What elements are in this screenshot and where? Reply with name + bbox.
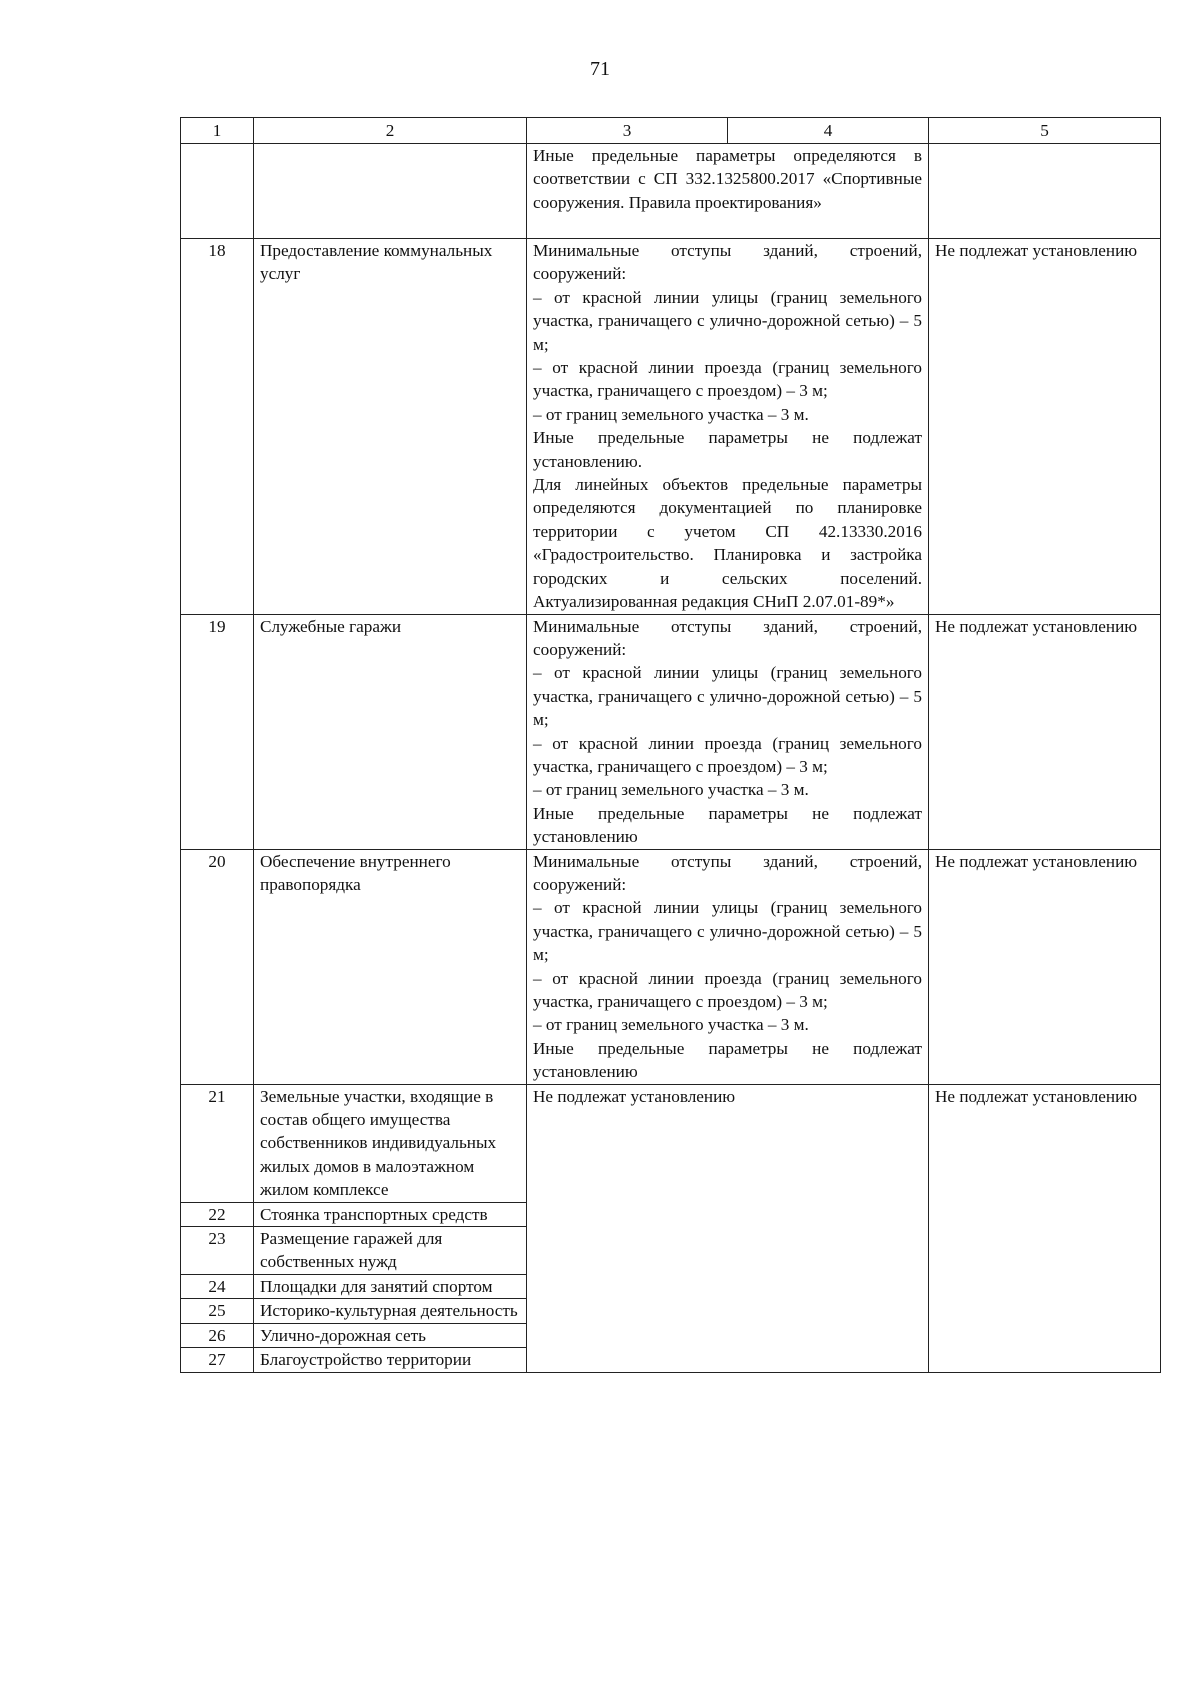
table-row [181,614,1161,849]
row-params [527,614,929,849]
row-name: Земельные участки, входящие в состав общего имущества собственников индивидуальных жилых домов в малоэтажном жилом комплексе [254,1084,527,1202]
table-row [181,239,1161,615]
column-header: 2 [254,118,527,144]
param-line: – от красной линии улицы (границ земельного участка, граничащего с улично-дорожной сетью) – 5 м; [533,898,922,965]
table-row [181,144,1161,239]
column-header: 3 [527,118,728,144]
row-name: Предоставление коммунальных услуг [254,239,527,615]
row-name: Служебные гаражи [254,614,527,849]
table-row [181,849,1161,1084]
row-params [527,849,929,1084]
row-number: 26 [181,1323,254,1347]
row-params [527,239,929,615]
row-name: Размещение гаражей для собственных нужд [254,1227,527,1275]
table-row [181,1084,1161,1202]
param-line: Не подлежат установлению [533,1086,736,1106]
param-line: Иные предельные параметры не подлежат установлению [533,803,922,847]
row-col5: Не подлежат установлению [929,614,1161,849]
row-number: 25 [181,1299,254,1323]
row-number: 18 [181,239,254,615]
header-row [181,118,1161,144]
regulations-table [180,117,1161,1373]
param-line: Иные предельные параметры не подлежат установлению. [533,428,922,471]
page-number: 71 [590,58,610,80]
row-col5 [929,144,1161,239]
row-number [181,144,254,239]
param-line: – от границ земельного участка – 3 м. [533,1015,809,1035]
param-line: – от границ земельного участка – 3 м. [533,404,809,424]
param-line: Минимальные отступы зданий, строений, сооружений: [533,616,922,659]
row-name: Благоустройство территории [254,1348,527,1372]
param-line: – от красной линии проезда (границ земельного участка, граничащего с проездом) – 3 м; [533,968,922,1011]
row-col5: Не подлежат установлению [929,239,1161,615]
param-line: Для линейных объектов предельные параметры определяются документацией по планировке территории с учетом СП 42.13330.2016 «Градостроительство. Планировка и застройка городских и сельских поселений. Актуализированная редакция СНиП 2.07.01-89*» [533,475,922,612]
row-params [527,1084,929,1372]
param-line: – от границ земельного участка – 3 м. [533,780,809,800]
row-name: Стоянка транспортных средств [254,1202,527,1226]
column-header: 4 [728,118,929,144]
column-header: 5 [929,118,1161,144]
param-line: – от красной линии улицы (границ земельного участка, граничащего с улично-дорожной сетью) – 5 м; [533,287,922,354]
row-number: 21 [181,1084,254,1202]
row-col5: Не подлежат установлению [929,849,1161,1084]
param-line: Иные предельные параметры определяются в соответствии с СП 332.1325800.2017 «Спортивные сооружения. Правила проектирования» [533,146,922,212]
row-number: 19 [181,614,254,849]
param-line: Минимальные отступы зданий, строений, сооружений: [533,851,922,894]
row-number: 27 [181,1348,254,1372]
param-line: – от красной линии проезда (границ земельного участка, граничащего с проездом) – 3 м; [533,733,922,776]
row-number: 22 [181,1202,254,1226]
row-name: Улично-дорожная сеть [254,1323,527,1347]
row-name: Обеспечение внутреннего правопорядка [254,849,527,1084]
row-name [254,144,527,239]
row-name: Историко-культурная деятельность [254,1299,527,1323]
row-col5: Не подлежат установлению [929,1084,1161,1372]
row-number: 20 [181,849,254,1084]
row-number: 24 [181,1274,254,1298]
row-name: Площадки для занятий спортом [254,1274,527,1298]
row-number: 23 [181,1227,254,1275]
column-header: 1 [181,118,254,144]
param-line: Минимальные отступы зданий, строений, сооружений: [533,241,922,284]
row-params [527,144,929,239]
param-line: – от красной линии улицы (границ земельного участка, граничащего с улично-дорожной сетью) – 5 м; [533,663,922,730]
param-line: – от красной линии проезда (границ земельного участка, граничащего с проездом) – 3 м; [533,358,922,401]
param-line: Иные предельные параметры не подлежат установлению [533,1038,922,1082]
